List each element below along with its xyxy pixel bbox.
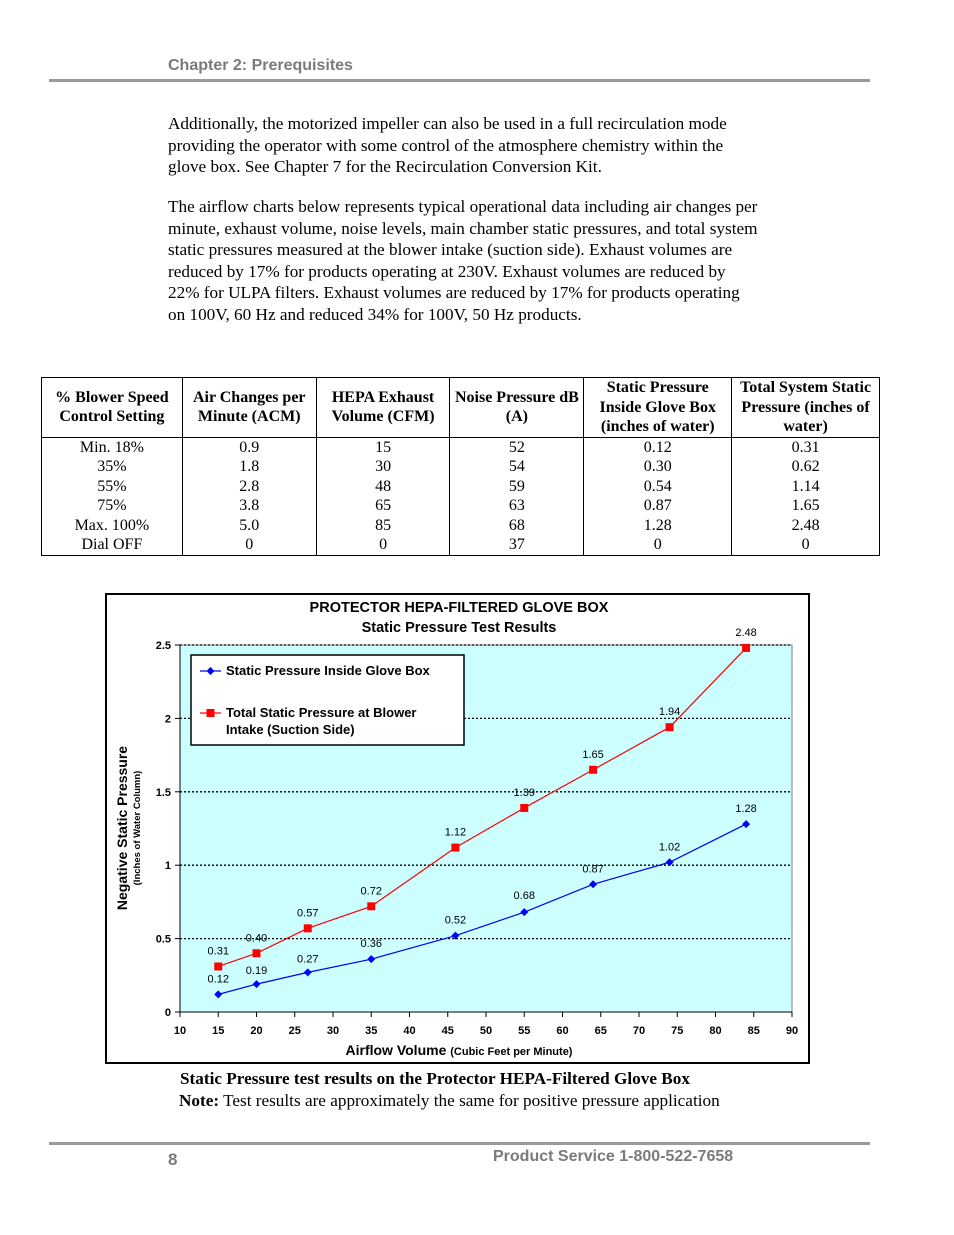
data-label: 0.68 [513,890,535,903]
table-cell: 0 [316,535,450,555]
x-tick-label: 10 [173,1025,187,1037]
x-tick-label: 80 [709,1025,722,1037]
x-tick-label: 65 [594,1025,607,1037]
chart-svg [107,595,808,1062]
x-axis-label-unit: (Cubic Feet per Minute) [450,1046,573,1058]
table-cell: 37 [450,535,584,555]
table-cell: 68 [450,516,584,536]
note-label: Note: [179,1091,220,1110]
table-cell: 55% [42,477,183,497]
table-cell: 1.65 [732,496,880,516]
y-tick-label: 0.5 [155,933,171,946]
x-tick-label: 15 [212,1025,225,1037]
product-service-phone: Product Service 1-800-522-7658 [493,1148,734,1165]
x-tick-label: 75 [671,1025,684,1037]
x-axis-label-main: Airflow Volume [345,1042,451,1058]
data-label: 1.65 [582,748,604,761]
table-cell: 75% [42,496,183,516]
col-header-air-changes: Air Changes per Minute (ACM) [182,378,316,438]
x-tick-label: 35 [365,1025,378,1037]
data-label: 2.48 [735,626,757,639]
table-cell: 35% [42,457,183,477]
table-cell: 2.8 [182,477,316,497]
table-cell: 5.0 [182,516,316,536]
note-text: Test results are approximately the same for positive pressure application [219,1091,720,1110]
x-tick-label: 30 [326,1025,340,1037]
col-header-static-inside: Static Pressure Inside Glove Box (inches of water) [584,378,732,438]
table-cell: 3.8 [182,496,316,516]
series-2-point [666,723,674,731]
data-label: 0.72 [360,885,382,898]
chart-subtitle: Static Pressure Test Results [361,620,557,636]
table-cell: 0.31 [732,437,880,457]
table-cell: 54 [450,457,584,477]
table-cell: 52 [450,437,584,457]
data-label: 0.52 [444,914,467,927]
series-2-point [304,924,312,932]
y-tick-label: 0 [164,1007,171,1019]
x-tick-label: 40 [403,1025,416,1037]
table-cell: 63 [450,496,584,516]
table-cell: 85 [316,516,450,536]
x-tick-label: 90 [785,1025,799,1037]
table-cell: 0.87 [584,496,732,516]
data-label: 0.19 [245,965,268,978]
table-cell: 2.48 [732,516,880,536]
x-tick-label: 25 [288,1025,301,1037]
series-2-point [451,844,459,852]
y-tick-label: 2 [164,713,171,726]
figure-note [179,1091,720,1111]
table-cell: Max. 100% [42,516,183,536]
chart-title: PROTECTOR HEPA-FILTERED GLOVE BOX [309,600,609,616]
table-cell: 0.9 [182,437,316,457]
table-cell: 1.8 [182,457,316,477]
col-header-total-static: Total System Static Pressure (inches of water) [732,378,880,438]
x-tick-label: 45 [441,1025,454,1037]
x-tick-label: 60 [556,1025,569,1037]
paragraph-airflow: The airflow charts below represents typical operational data including air changes per minute, exhaust volume, noise levels, main chamber static pressures, and total system static pressures measured at the blower intake (suction side). Exhaust volumes are reduced by 17% for products operating at 230V. Exhaust volumes are reduced by 22% for ULPA filters. Exhaust volumes are reduced by 17% for products operating on 100V, 60 Hz and reduced 34% for 100V, 50 Hz products. [168,197,758,324]
table-row [42,457,880,477]
x-tick-label: 70 [632,1025,646,1037]
table-row [42,496,880,516]
data-label: 0.57 [297,907,319,920]
table-cell: 1.28 [584,516,732,536]
y-axis-label: Negative Static Pressure [114,745,130,911]
table-cell: 59 [450,477,584,497]
table-cell: 65 [316,496,450,516]
y-axis-label-group [114,746,143,910]
table-cell: 0 [584,535,732,555]
table-cell: 0.12 [584,437,732,457]
data-label: 0.31 [207,945,229,958]
table-row [42,535,880,555]
table-body [42,437,880,556]
table-cell: 30 [316,457,450,477]
legend-label-2a: Total Static Pressure at Blower [226,705,417,720]
legend-label-1: Static Pressure Inside Glove Box [226,663,430,678]
data-label: 0.12 [207,973,229,986]
y-tick-label: 1 [164,860,171,873]
static-pressure-chart [105,593,810,1064]
data-label: 1.28 [735,803,757,816]
data-label: 1.39 [513,786,535,799]
table-cell: Min. 18% [42,437,183,457]
airflow-table [41,377,880,556]
data-label: 0.40 [245,932,268,945]
x-tick-label: 55 [518,1025,531,1037]
table-row [42,437,880,457]
table-cell: 0.62 [732,457,880,477]
series-2-point [253,949,261,957]
series-2-point [214,962,222,970]
y-axis-label-unit: (Inches of Water Column) [132,770,143,886]
series-2-point [742,644,750,652]
y-tick-label: 1.5 [155,786,171,799]
table-cell: 1.14 [732,477,880,497]
series-2-point [520,804,528,812]
legend-marker-2 [207,709,215,717]
table-cell: 15 [316,437,450,457]
table-cell: 0 [182,535,316,555]
table-row [42,477,880,497]
col-header-blower-speed: % Blower Speed Control Setting [42,378,183,438]
page-number: 8 [168,1150,178,1169]
series-2-point [367,902,375,910]
chapter-header: Chapter 2: Prerequisites [168,57,353,74]
data-label: 1.12 [444,826,467,839]
table-cell: 0 [732,535,880,555]
col-header-noise: Noise Pressure dB (A) [450,378,584,438]
table-cell: 0.54 [584,477,732,497]
y-tick-label: 2.5 [155,640,171,652]
table-header-row [42,378,880,438]
table-cell: 0.30 [584,457,732,477]
figure-caption: Static Pressure test results on the Protector HEPA-Filtered Glove Box [180,1069,690,1088]
x-tick-label: 20 [250,1025,263,1037]
table-cell: Dial OFF [42,535,183,555]
data-label: 0.36 [360,938,382,951]
table-cell: 48 [316,477,450,497]
x-tick-label: 50 [479,1025,493,1037]
table-row [42,516,880,536]
header-rule [49,79,870,82]
data-label: 1.94 [658,706,681,719]
x-tick-label: 85 [747,1025,760,1037]
series-2-point [589,766,597,774]
footer-rule [49,1142,870,1145]
data-label: 1.02 [658,841,681,854]
data-label: 0.87 [582,863,604,876]
legend-label-2b: Intake (Suction Side) [226,722,355,737]
x-axis-label [346,1042,573,1058]
paragraph-recirculation: Additionally, the motorized impeller can also be used in a full recirculation mode providing the operator with some control of the atmosphere chemistry within the glove box. See Chapter 7 for the Recirculation Conversion Kit. [168,114,727,177]
col-header-hepa-exhaust: HEPA Exhaust Volume (CFM) [316,378,450,438]
data-label: 0.27 [297,953,319,966]
